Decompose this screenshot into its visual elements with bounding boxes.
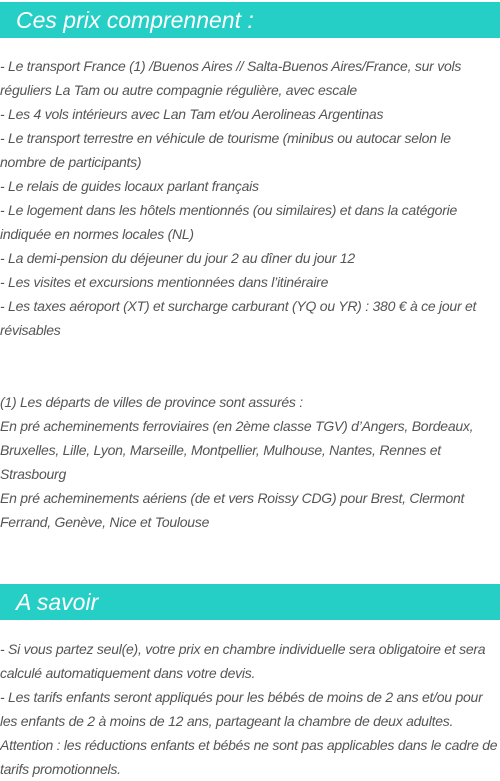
prix-item-guides: - Le relais de guides locaux parlant français bbox=[0, 178, 259, 194]
departs-aeriens: En pré acheminements aériens (de et vers Roissy CDG) pour Brest, Clermont Ferrand, Genève, Nice et Toulouse bbox=[0, 490, 465, 530]
savoir-chambre-individuelle: - Si vous partez seul(e), votre prix en chambre individuelle sera obligatoire et sera calculé automatiquement dans votre devis. bbox=[0, 641, 486, 681]
prix-item-visites: - Les visites et excursions mentionnées dans l’itinéraire bbox=[0, 274, 329, 290]
savoir-tarifs-enfants: - Les tarifs enfants seront appliqués pour les bébés de moins de 2 ans et/ou pour les enfants de 2 à moins de 12 ans, partageant la chambre de deux adultes. bbox=[0, 689, 483, 729]
savoir-notes bbox=[0, 637, 500, 781]
section-title-savoir: A savoir bbox=[16, 589, 99, 615]
section-header-savoir bbox=[0, 584, 500, 620]
savoir-attention: Attention : les réductions enfants et bébés ne sont pas applicables dans le cadre de tarifs promotionnels. bbox=[0, 737, 498, 777]
prix-item-vols-interieurs: - Les 4 vols intérieurs avec Lan Tam et/ou Aerolineas Argentinas bbox=[0, 106, 384, 122]
prix-item-transport: - Le transport France (1) /Buenos Aires // Salta-Buenos Aires/France, sur vols réguliers La Tam ou autre compagnie régulière, avec escale bbox=[0, 58, 462, 98]
departs-intro: (1) Les départs de villes de province sont assurés : bbox=[0, 394, 303, 410]
prix-item-taxes: - Les taxes aéroport (XT) et surcharge carburant (YQ ou YR) : 380 € à ce jour et révisables bbox=[0, 298, 477, 338]
departs-notes bbox=[0, 390, 500, 534]
prix-list bbox=[0, 54, 500, 342]
prix-item-logement: - Le logement dans les hôtels mentionnés (ou similaires) et dans la catégorie indiquée en normes locales (NL) bbox=[0, 202, 458, 242]
section-title-prix: Ces prix comprennent : bbox=[16, 7, 254, 33]
prix-item-demi-pension: - La demi-pension du déjeuner du jour 2 au dîner du jour 12 bbox=[0, 250, 355, 266]
section-header-prix bbox=[0, 2, 500, 38]
departs-ferroviaires: En pré acheminements ferroviaires (en 2ème classe TGV) d’Angers, Bordeaux, Bruxelles, Lille, Lyon, Marseille, Montpellier, Mulhouse, Nantes, Rennes et Strasbourg bbox=[0, 418, 474, 482]
prix-item-transport-terrestre: - Le transport terrestre en véhicule de tourisme (minibus ou autocar selon le nombre de participants) bbox=[0, 130, 451, 170]
